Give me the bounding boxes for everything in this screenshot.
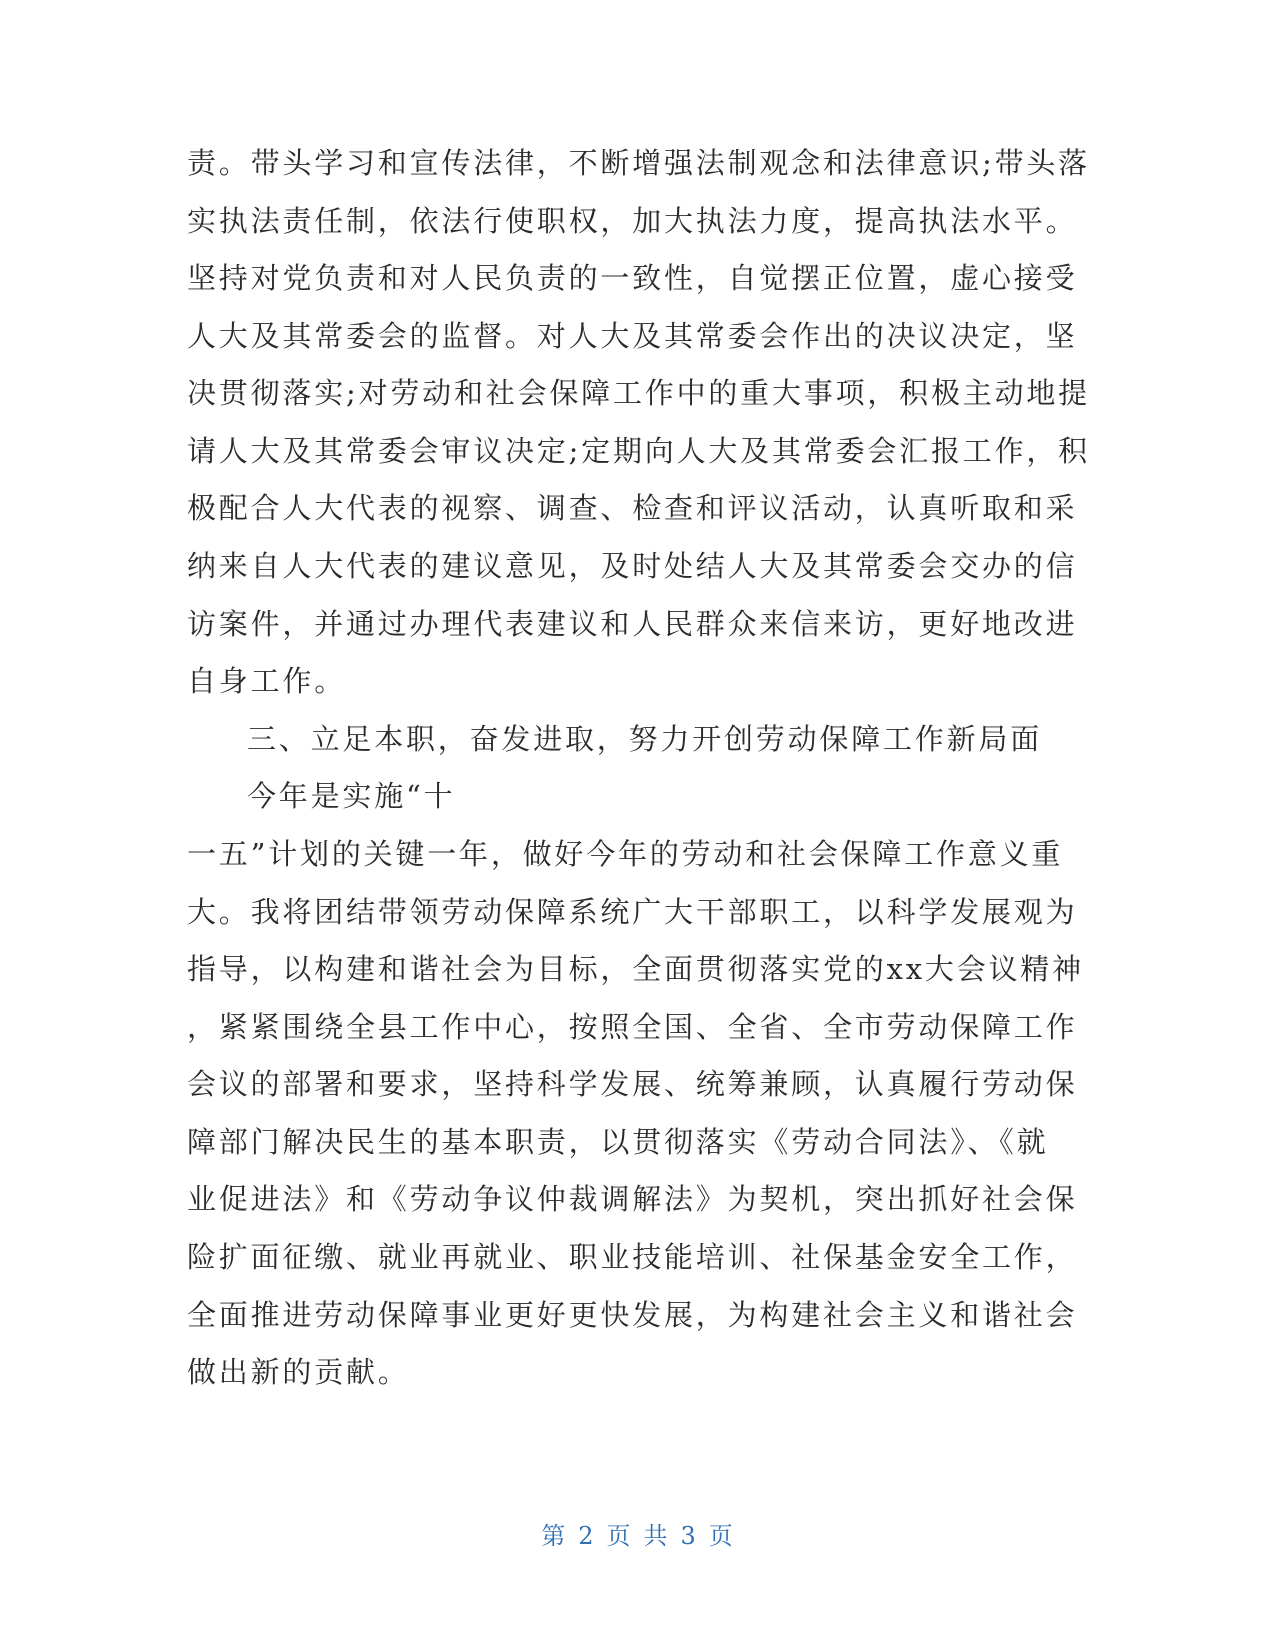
body-text-line: 大。我将团结带领劳动保障系统广大干部职工，以科学发展观为	[187, 895, 1078, 929]
body-text-line: 全面推进劳动保障事业更好更快发展，为构建社会主义和谐社会	[187, 1298, 1078, 1332]
footer-di: 第	[541, 1522, 567, 1550]
body-text-line: 一五”计划的关键一年，做好今年的劳动和社会保障工作意义重	[187, 837, 1064, 871]
body-text-line: 决贯彻落实;对劳动和社会保障工作中的重大事项，积极主动地提	[187, 376, 1090, 410]
footer-gong: 共	[643, 1522, 669, 1550]
footer-ye: 页	[606, 1522, 632, 1550]
body-text-line: 指导，以构建和谐社会为目标，全面贯彻落实党的xx大会议精神	[187, 952, 1084, 986]
body-text-line: 请人大及其常委会审议决定;定期向人大及其常委会汇报工作，积	[187, 434, 1090, 468]
page-footer	[0, 1520, 1275, 1552]
body-text-line: 人大及其常委会的监督。对人大及其常委会作出的决议决定，坚	[187, 319, 1078, 353]
body-text-line: 做出新的贡献。	[187, 1355, 410, 1389]
body-text-line: ，紧紧围绕全县工作中心，按照全国、全省、全市劳动保障工作	[187, 1010, 1078, 1044]
body-text-line: 实执法责任制，依法行使职权，加大执法力度，提高执法水平。	[187, 204, 1078, 238]
body-text-line: 纳来自人大代表的建议意见，及时处结人大及其常委会交办的信	[187, 549, 1078, 583]
section-heading: 三、立足本职，奋发进取，努力开创劳动保障工作新局面	[247, 722, 1043, 756]
body-text-line: 自身工作。	[187, 664, 347, 698]
body-text-line: 责。带头学习和宣传法律，不断增强法制观念和法律意识;带头落	[187, 146, 1090, 180]
footer-ye2: 页	[708, 1522, 734, 1550]
body-text-line: 险扩面征缴、就业再就业、职业技能培训、社保基金安全工作，	[187, 1240, 1078, 1274]
body-text-line: 障部门解决民生的基本职责，以贯彻落实《劳动合同法》、《就	[187, 1125, 1049, 1159]
body-text-line: 会议的部署和要求，坚持科学发展、统筹兼顾，认真履行劳动保	[187, 1067, 1078, 1101]
footer-total-pages: 3	[680, 1522, 697, 1550]
body-text-line: 访案件，并通过办理代表建议和人民群众来信来访，更好地改进	[187, 607, 1078, 641]
paragraph-start-line: 今年是实施“十	[247, 779, 456, 813]
body-text-line: 坚持对党负责和对人民负责的一致性，自觉摆正位置，虚心接受	[187, 261, 1078, 295]
footer-current-page: 2	[578, 1522, 595, 1550]
body-text-line: 业促进法》和《劳动争议仲裁调解法》为契机，突出抓好社会保	[187, 1182, 1078, 1216]
body-text-line: 极配合人大代表的视察、调查、检查和评议活动，认真听取和采	[187, 491, 1078, 525]
